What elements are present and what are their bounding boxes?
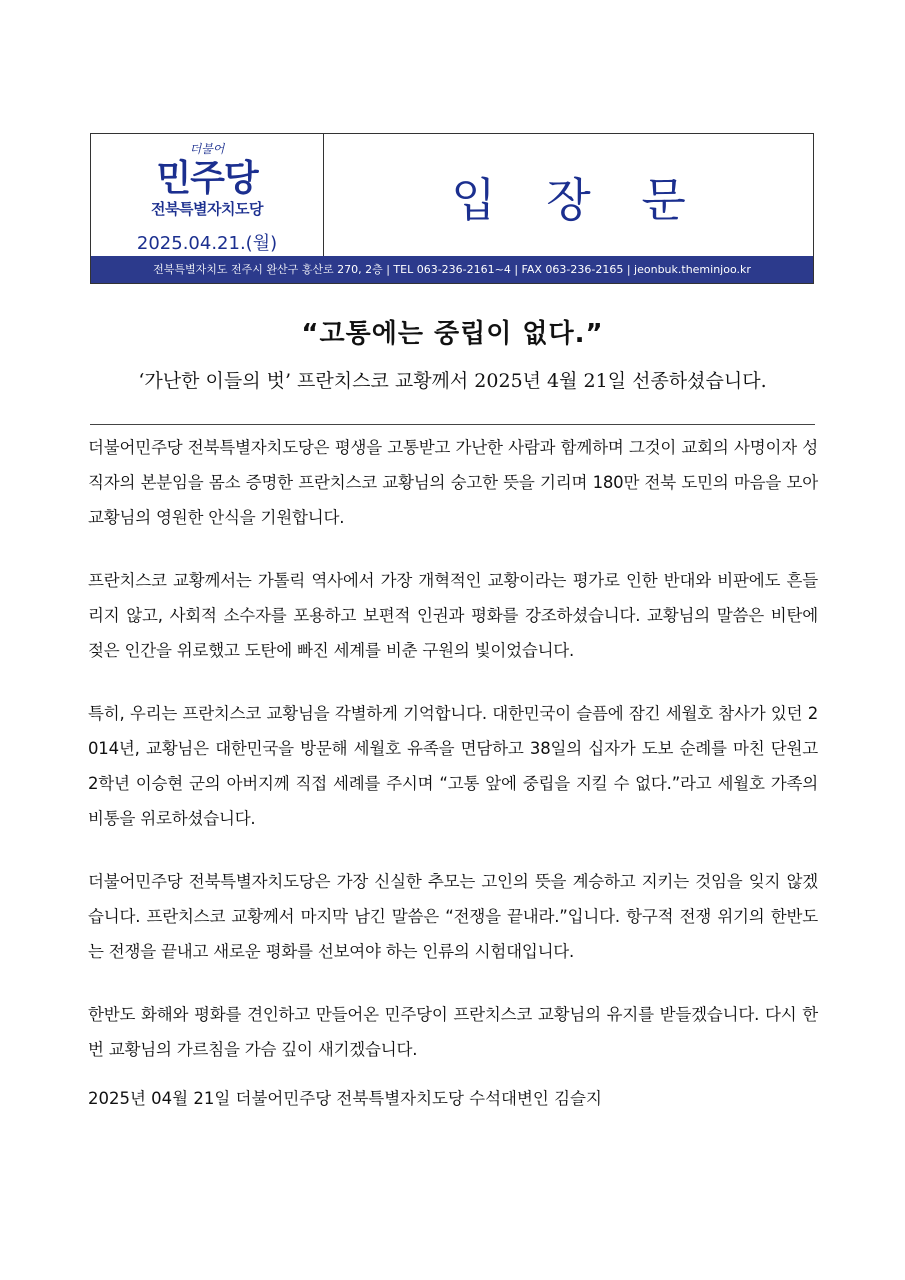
party-logo-block (91, 134, 324, 256)
paragraph: 프란치스코 교황께서는 가톨릭 역사에서 가장 개혁적인 교황이라는 평가로 인한 반대와 비판에도 흔들리지 않고, 사회적 소수자를 포용하고 보편적 인권과 평화를 강조하셨습니다. 교황님의 말씀은 비탄에 젖은 인간을 위로했고 도탄에 빠진 세계를 비춘 구원의 빛이었습니다. (88, 571, 818, 660)
logo-branch-text: 전북특별자치도당 (151, 200, 263, 218)
logo-main-text: 민주당 (156, 158, 258, 199)
paragraph: 더불어민주당 전북특별자치도당은 평생을 고통받고 가난한 사람과 함께하며 그것이 교회의 사명이자 성직자의 본분임을 몸소 증명한 프란치스코 교황님의 숭고한 뜻을 기리며 180만 전북 도민의 마음을 모아 교황님의 영원한 안식을 기원합니다. (88, 438, 818, 527)
statement-body (88, 430, 818, 1116)
divider (90, 424, 815, 425)
subheadline: ‘가난한 이들의 벗’ 프란치스코 교황께서 2025년 4월 21일 선종하셨습니다. (138, 370, 767, 392)
signature-line: 2025년 04월 21일 더불어민주당 전북특별자치도당 수석대변인 김슬지 (88, 1089, 602, 1108)
document-date: 2025.04.21.(월) (136, 233, 278, 254)
contact-info-bar: 전북특별자치도 전주시 완산구 홍산로 270, 2층 | TEL 063-236-2161~4 | FAX 063-236-2165 | jeonbuk.theminjoo.kr (91, 256, 813, 283)
logo-small-text: 더불어 (189, 142, 225, 156)
document-type-title: 입 장 문 (451, 173, 704, 227)
paragraph: 한반도 화해와 평화를 견인하고 만들어온 민주당이 프란치스코 교황님의 유지를 받들겠습니다. 다시 한번 교황님의 가르침을 가슴 깊이 새기겠습니다. (88, 1005, 818, 1059)
headline: “고통에는 중립이 없다.” (301, 319, 604, 349)
letterhead (90, 133, 814, 284)
paragraph: 더불어민주당 전북특별자치도당은 가장 신실한 추모는 고인의 뜻을 계승하고 지키는 것임을 잊지 않겠습니다. 프란치스코 교황께서 마지막 남긴 말씀은 “전쟁을 끝내라.”입니다. 항구적 전쟁 위기의 한반도는 전쟁을 끝내고 새로운 평화를 선보여야 하는 인류의 시험대입니다. (88, 872, 818, 961)
document-type-block (324, 134, 813, 256)
paragraph: 특히, 우리는 프란치스코 교황님을 각별하게 기억합니다. 대한민국이 슬픔에 잠긴 세월호 참사가 있던 2014년, 교황님은 대한민국을 방문해 세월호 유족을 면담하고 38일의 십자가 도보 순례를 마친 단원고 2학년 이승현 군의 아버지께 직접 세례를 주시며 “고통 앞에 중립을 지킬 수 없다.”라고 세월호 가족의 비통을 위로하셨습니다. (88, 704, 818, 828)
